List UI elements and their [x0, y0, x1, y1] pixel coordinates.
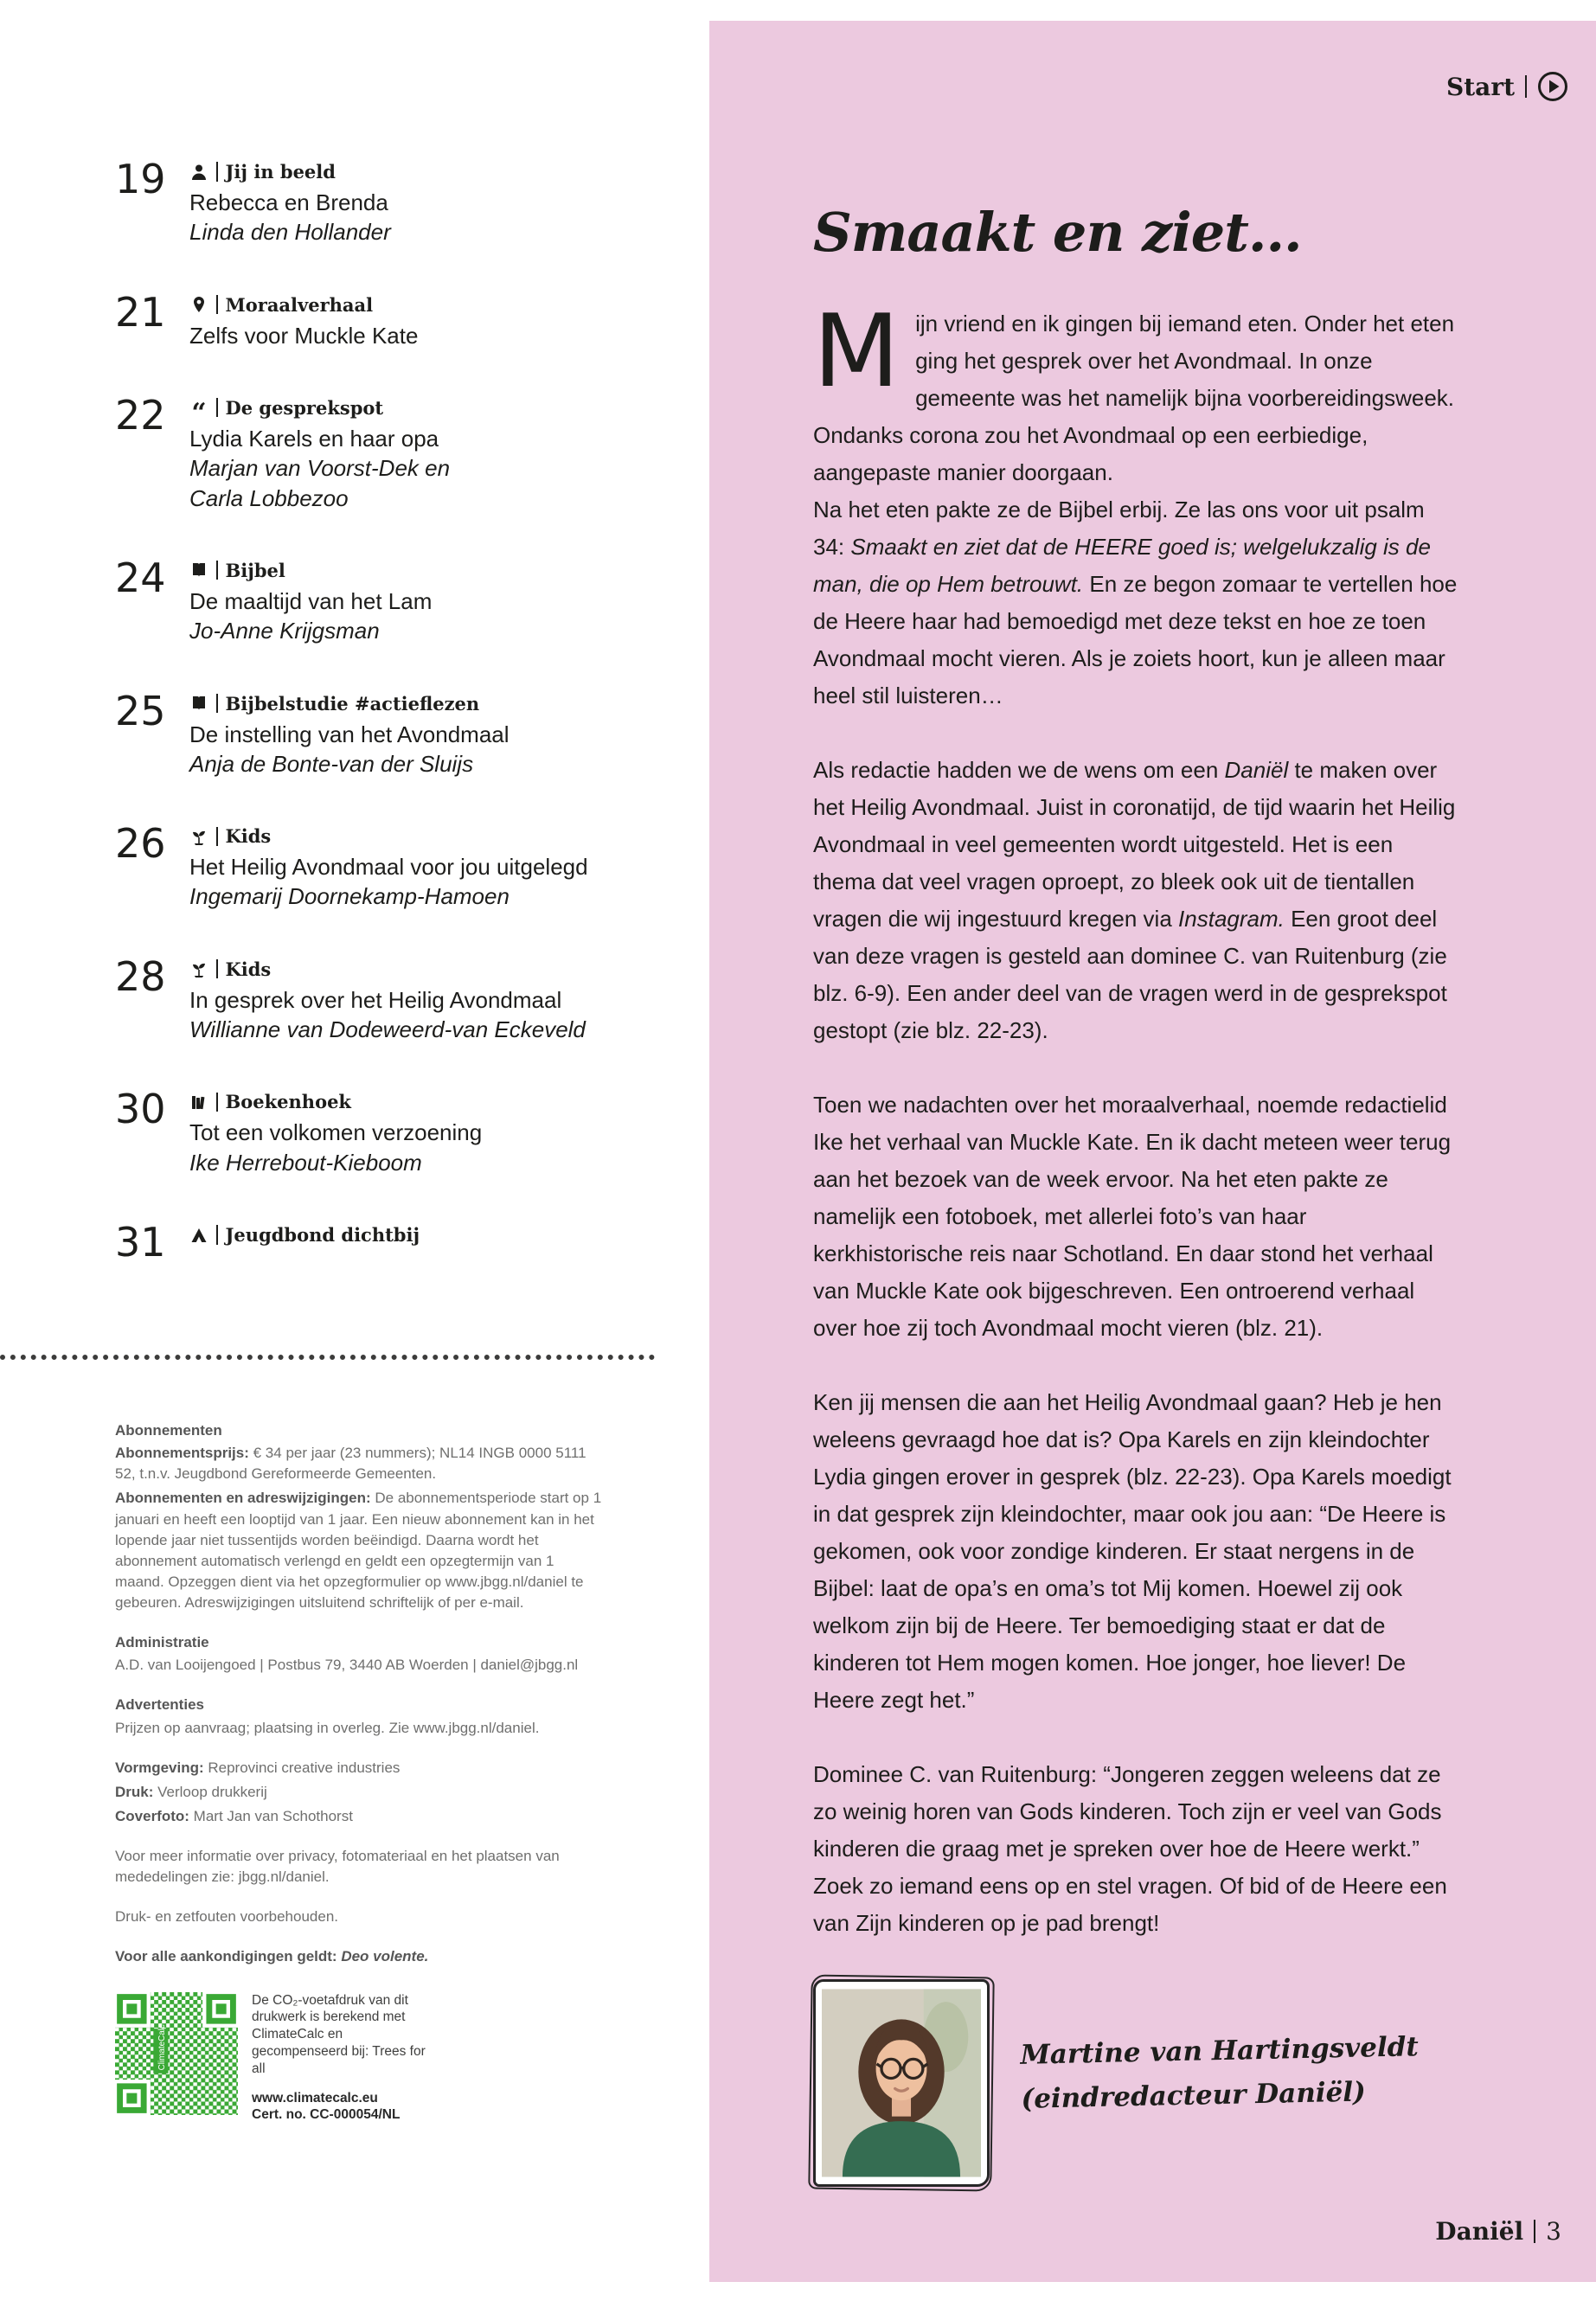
- colophon-heading: Abonnementen: [115, 1422, 222, 1439]
- book-icon: [189, 694, 208, 713]
- toc-entry: [189, 294, 418, 350]
- toc-category: [189, 958, 586, 980]
- separator-bar: [216, 295, 218, 314]
- colophon-label: Abonnementen en adreswijzigingen:: [115, 1490, 371, 1507]
- toc-item[interactable]: [115, 820, 669, 912]
- toc-category-label: Jeugdbond dichtbij: [225, 1224, 420, 1246]
- editorial-article: [813, 201, 1460, 2187]
- climate-text-block: [252, 1992, 433, 2125]
- page-number: 3: [1546, 2217, 1561, 2246]
- text-run: En ze begon zomaar te vertellen hoe de Heere haar had bemoedigd met deze tekst en hoe ze toen Avondmaal mocht vieren. Als je zoiets hoort, kun je alleen maar heel stil luisteren…: [813, 571, 1458, 709]
- kids-sprout-icon: [189, 827, 208, 846]
- location-pin-icon: [189, 295, 208, 314]
- toc-page-number: 24: [115, 554, 166, 601]
- climatecalc-logo-label: ClimateCalc: [157, 2023, 168, 2070]
- toc-page-number: 19: [115, 156, 166, 202]
- toc-category-label: Bijbel: [225, 559, 285, 581]
- toc-category: [189, 693, 510, 715]
- toc-page-number: 30: [115, 1086, 166, 1133]
- colophon-section-aankondigingen: [115, 1946, 605, 1967]
- toc-item[interactable]: [115, 156, 669, 247]
- colophon-label: Voor alle aankondigingen geldt:: [115, 1948, 337, 1965]
- toc-entry: [189, 825, 588, 912]
- separator-bar: [216, 1225, 218, 1244]
- toc-author: Linda den Hollander: [189, 219, 391, 246]
- text-run: Als redactie hadden we de wens om een: [813, 757, 1225, 784]
- editorial-body: [813, 293, 1460, 1942]
- toc-item[interactable]: [115, 554, 669, 646]
- paragraph: [813, 752, 1460, 1049]
- toc-entry: [189, 1224, 420, 1262]
- qr-code: [115, 1992, 238, 2115]
- tent-icon: [189, 1226, 208, 1245]
- colophon-section-advertenties: [115, 1695, 605, 1738]
- toc-page-number: 26: [115, 820, 166, 868]
- toc-page-number: 31: [115, 1219, 166, 1266]
- dotted-divider: [0, 1355, 655, 1360]
- toc-item[interactable]: [115, 687, 669, 779]
- separator-bar: [216, 162, 218, 181]
- colophon-label: Druk:: [115, 1783, 154, 1800]
- colophon-text: Mart Jan van Schothorst: [189, 1807, 353, 1824]
- person-icon: [189, 163, 208, 182]
- toc-page-number: 28: [115, 952, 166, 1000]
- toc-entry: [189, 560, 432, 646]
- separator-bar: [216, 1093, 218, 1112]
- colophon-line: [115, 1946, 605, 1967]
- colophon-section-administratie: [115, 1632, 605, 1676]
- toc-article-title: Lydia Karels en haar opa: [189, 425, 439, 452]
- paragraph: [813, 293, 1460, 715]
- colophon-section-drukfouten: [115, 1907, 605, 1927]
- separator-bar: [1525, 75, 1527, 99]
- toc-category-label: Bijbelstudie #actieflezen: [225, 692, 480, 715]
- colophon-label: Abonnementsprijs:: [115, 1445, 249, 1462]
- toc-category: [189, 1091, 482, 1112]
- toc-category: [189, 294, 418, 316]
- colophon-text: Voor meer informatie over privacy, fotomateriaal en het plaatsen van mededelingen zie: jbgg.nl/daniel.: [115, 1848, 560, 1886]
- toc-item[interactable]: [115, 952, 669, 1045]
- colophon-line: [115, 1443, 605, 1484]
- book-stack-icon: [189, 1093, 208, 1112]
- toc-item[interactable]: [115, 1086, 669, 1177]
- text-run: ijn vriend en ik gingen bij iemand eten. Onder het eten ging het gesprek over het Avondmaal. In onze gemeente was het namelijk bijna voorbereidingsweek. Ondanks corona zou het Avondmaal op een eerbiedige, aangepaste manier doorgaan.: [813, 311, 1455, 486]
- toc-category: [189, 825, 588, 847]
- colophon-text: Reprovinci creative industries: [203, 1759, 401, 1776]
- paragraph: Dominee C. van Ruitenburg: “Jongeren zeggen weleens dat ze zo weinig horen van Gods kinderen. Toch zijn er veel van Gods kinderen die graag met je spreken over hoe de Heere werkt.” Zoek zo iemand eens op en stel vragen. Of bid of de Heere een van Zijn kinderen op je pad brengt!: [813, 1761, 1447, 1937]
- toc-article-title: In gesprek over het Heilig Avondmaal: [189, 986, 562, 1013]
- start-label: Start: [1446, 72, 1515, 101]
- toc-category-label: Boekenhoek: [225, 1091, 351, 1113]
- toc-category: [189, 1224, 420, 1246]
- colophon-text: Prijzen op aanvraag; plaatsing in overleg. Zie www.jbgg.nl/daniel.: [115, 1719, 540, 1736]
- text-run-italic: Daniël: [1224, 757, 1289, 784]
- kids-sprout-icon: [189, 959, 208, 978]
- book-icon: [189, 561, 208, 580]
- climate-description: De CO₂-voetafdruk van dit drukwerk is berekend met ClimateCalc en gecompenseerd bij: Trees for all: [252, 1992, 426, 2076]
- quotes-icon: “: [191, 397, 207, 428]
- separator-bar: [216, 398, 218, 417]
- colophon-label: Coverfoto:: [115, 1807, 189, 1824]
- toc-category-label: Moraalverhaal: [225, 293, 374, 316]
- text-run: Een groot deel van deze vragen is gesteld aan dominee C. van Ruitenburg (zie blz. 6-9). Een ander deel van de vragen werd in de gesprekspot gestopt (zie blz. 22-23).: [813, 906, 1447, 1044]
- separator-bar: [216, 827, 218, 846]
- colophon-text: Druk- en zetfouten voorbehouden.: [115, 1908, 339, 1926]
- separator-bar: [216, 561, 218, 580]
- toc-article-title: De maaltijd van het Lam: [189, 587, 433, 614]
- toc-article-title: Het Heilig Avondmaal voor jou uitgelegd: [189, 854, 588, 881]
- text-run-italic: Instagram.: [1178, 906, 1285, 933]
- text-run: te maken over het Heilig Avondmaal. Juist in coronatijd, de tijd waarin het Heilig Avondmaal in veel gemeenten wordt uitgesteld. Het is een thema dat veel vragen oproept, zo bleek ook uit de tientallen vragen die wij ingestuurd kregen via: [813, 757, 1456, 933]
- colophon-text: € 34 per jaar (23 nummers); NL14 INGB 0000 5111 52, t.n.v. Jeugdbond Gereformeerde Gemeenten.: [115, 1445, 586, 1483]
- play-icon: [1537, 71, 1568, 102]
- signature-role: (eindredacteur Daniël): [1021, 2076, 1367, 2116]
- colophon-text: A.D. van Looijengoed | Postbus 79, 3440 AB Woerden | daniel@jbgg.nl: [115, 1657, 579, 1674]
- editorial-panel: [709, 21, 1596, 2282]
- climatecalc-url: www.climatecalc.eu: [252, 2090, 378, 2106]
- toc-category: [189, 396, 450, 428]
- toc-author: Carla Lobbezoo: [189, 484, 349, 511]
- toc-category-label: De gesprekspot: [225, 396, 384, 419]
- drop-cap: M: [813, 293, 901, 411]
- separator-bar: [216, 694, 218, 713]
- toc-page-number: 21: [115, 288, 166, 336]
- signature-row: [813, 1979, 1460, 2187]
- colophon-section-abonnementen: [115, 1420, 605, 1613]
- table-of-contents: [115, 156, 669, 1309]
- toc-article-title: Rebecca en Brenda: [189, 189, 388, 215]
- portrait-illustration: [822, 1988, 981, 2178]
- colophon-text: Verloop drukkerij: [153, 1783, 267, 1800]
- toc-category-label: Kids: [225, 825, 272, 848]
- colophon-line: [115, 1488, 605, 1613]
- toc-author: Willianne van Dodeweerd-van Eckeveld: [189, 1016, 586, 1043]
- page-footer: [1435, 2217, 1561, 2246]
- toc-author: Marjan van Voorst-Dek en: [189, 455, 451, 482]
- toc-article-title: Tot een volkomen verzoening: [189, 1119, 483, 1146]
- colophon-label-italic: Deo volente.: [337, 1948, 429, 1965]
- separator-bar: [216, 959, 218, 978]
- colophon-heading: Advertenties: [115, 1696, 204, 1714]
- magazine-brand: Daniël: [1435, 2217, 1524, 2246]
- colophon-line: [115, 1806, 605, 1827]
- colophon: [115, 1420, 605, 2124]
- colophon-text: De abonnementsperiode start op 1 januari en heeft een looptijd van 1 jaar. Een nieuw abonnement kan in het lopende jaar niet tussentijds worden beëindigd. Daarna wordt het abonnement automatisch verlengd en geldt een opzegtermijn van 1 maand. Opzeggen dient via het opzegformulier op www.jbgg.nl/daniel te gebeuren. Adreswijzigingen uitsluitend schriftelijk of per e-mail.: [115, 1490, 602, 1611]
- toc-entry: [189, 1091, 482, 1177]
- toc-entry: [189, 397, 450, 513]
- colophon-heading: Administratie: [115, 1634, 209, 1651]
- toc-author: Jo-Anne Krijgsman: [189, 618, 380, 644]
- toc-article-title: Zelfs voor Muckle Kate: [189, 322, 419, 349]
- colophon-section-credits: [115, 1758, 605, 1827]
- toc-item[interactable]: [115, 1219, 669, 1266]
- colophon-section-privacy: [115, 1846, 605, 1888]
- separator-bar: [1534, 2220, 1535, 2243]
- editor-photo: [813, 1979, 990, 2187]
- toc-entry: [189, 161, 391, 247]
- climate-certification: [115, 1992, 605, 2125]
- toc-entry: [189, 958, 586, 1045]
- toc-entry: [189, 693, 510, 779]
- toc-category-label: Jij in beeld: [225, 161, 336, 183]
- toc-category: [189, 161, 391, 183]
- toc-page-number: 22: [115, 391, 166, 439]
- toc-category-label: Kids: [225, 958, 272, 980]
- toc-author: Ike Herrebout-Kieboom: [189, 1149, 422, 1176]
- toc-category: [189, 560, 432, 581]
- editor-signature: [1020, 2025, 1420, 2122]
- toc-page-number: 25: [115, 687, 166, 734]
- colophon-line: [115, 1782, 605, 1803]
- text-run-italic: Smaakt en ziet dat de HEERE goed is; welgelukzalig is de man, die op Hem betrouwt.: [813, 534, 1431, 598]
- editorial-title: Smaakt en ziet...: [813, 201, 1302, 264]
- signature-name: Martine van Hartingsveldt: [1020, 2031, 1420, 2071]
- start-link[interactable]: [1446, 71, 1568, 102]
- certificate-number: Cert. no. CC-000054/NL: [252, 2107, 401, 2123]
- toc-author: Anja de Bonte-van der Sluijs: [189, 750, 474, 777]
- toc-item[interactable]: [115, 391, 669, 513]
- toc-author: Ingemarij Doornekamp-Hamoen: [189, 883, 510, 910]
- text-run: Na het eten pakte ze de Bijbel erbij. Ze las ons voor uit psalm 34:: [813, 497, 1425, 561]
- colophon-label: Vormgeving:: [115, 1759, 204, 1776]
- toc-article-title: De instelling van het Avondmaal: [189, 721, 510, 747]
- colophon-line: [115, 1758, 605, 1779]
- paragraph: Ken jij mensen die aan het Heilig Avondmaal gaan? Heb je hen weleens gevraagd hoe dat is? Opa Karels en zijn kleindochter Lydia gingen erover in gesprek (blz. 22-23). Opa Karels moedigt in dat gesprek zijn kleindochter, maar ook jou aan: “De Heere is gekomen, ook voor zondige kinderen. Er staat nergens in de Bijbel: laat de opa’s en oma’s tot Mij komen. Hoewel zij ook welkom zijn bij de Heere. Ter bemoediging staat er dat de kinderen tot Hem mogen komen. Hoe jonger, hoe liever! De Heere zegt het.”: [813, 1389, 1452, 1714]
- toc-item[interactable]: [115, 288, 669, 350]
- paragraph: Toen we nadachten over het moraalverhaal, noemde redactielid Ike het verhaal van Muckle Kate. En ik dacht meteen weer terug aan het bezoek van de week ervoor. Na het eten pakte ze namelijk een fotoboek, met allerlei foto’s van haar kerkhistorische reis naar Schotland. En daar stond het verhaal van Muckle Kate ook bijgeschreven. Een ontroerend verhaal over hoe zij toch Avondmaal mocht vieren (blz. 21).: [813, 1092, 1452, 1342]
